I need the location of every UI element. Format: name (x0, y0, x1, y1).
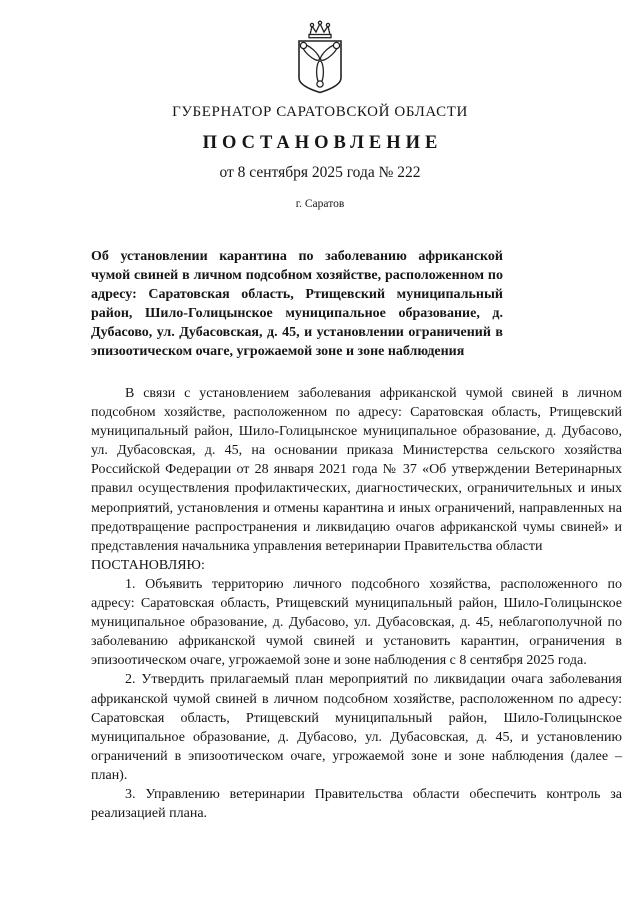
place-line: г. Саратов (295, 198, 345, 210)
document-title: Об установлении карантина по заболеванию африканской чумой свиней в личном подсобном хозяйстве, расположенном по адресу: Саратовская область, Ртищевский муниципальный район, Шило-Голицынское муниципальное образование, д. Дубасово, ул. Дубасовская, д. 45, и установлении ограничений в эпизоотическом очаге, угрожаемой зоне и зоне наблюдения (91, 249, 503, 359)
saratov-coat-of-arms-icon (292, 20, 348, 94)
emblem (0, 20, 640, 94)
resolution-keyword: ПОСТАНОВЛЯЮ: (91, 557, 205, 573)
issuing-authority: ГУБЕРНАТОР САРАТОВСКОЙ ОБЛАСТИ (172, 104, 468, 120)
preamble-paragraph: В связи с установлением заболевания африканской чумой свиней в личном подсобном хозяйстве, расположенном по адресу: Саратовская область, Ртищевский муниципальный район, Шило-Голицынское муниципальное образование, д. Дубасово, ул. Дубасовская, д. 45, на основании приказа Министерства сельского хозяйства Российской Федерации от 28 января 2021 года № 37 «Об утверждении Ветеринарных правил осуществления профилактических, диагностических, ограничительных и иных мероприятий, установления и отмены карантина и иных ограничений, направленных на предотвращение распространения и ликвидацию очагов африканской чумы свиней» и представления начальника управления ветеринарии Правительства области (91, 386, 622, 554)
resolution-item-1: 1. Объявить территорию личного подсобного хозяйства, расположенного по адресу: Саратовская область, Ртищевский муниципальный район, Шило-Голицынское муниципальное образование, д. Дубасово, ул. Дубасовская, д. 45, неблагополучной по заболеванию африканской чумой свиней и установить карантин, ограничения в эпизоотическом очаге, угрожаемой зоне и зоне наблюдения с 8 сентября 2025 года. (91, 576, 622, 669)
date-number-line: от 8 сентября 2025 года № 222 (219, 164, 421, 181)
resolution-item-3: 3. Управлению ветеринарии Правительства области обеспечить контроль за реализацией плана. (91, 786, 622, 822)
resolution-item-2: 2. Утвердить прилагаемый план мероприятий по ликвидации очага заболевания африканской чумой свиней в личном подсобном хозяйстве, расположенном по адресу: Саратовская область, Ртищевский муниципальный район, Шило-Голицынское муниципальное образование, д. Дубасово, ул. Дубасовская, д. 45, и установлению ограничений в эпизоотическом очаге, угрожаемой зоне и зоне наблюдения (далее – план). (91, 672, 622, 783)
document-type-heading: ПОСТАНОВЛЕНИЕ (202, 133, 443, 153)
document-body (91, 384, 622, 823)
